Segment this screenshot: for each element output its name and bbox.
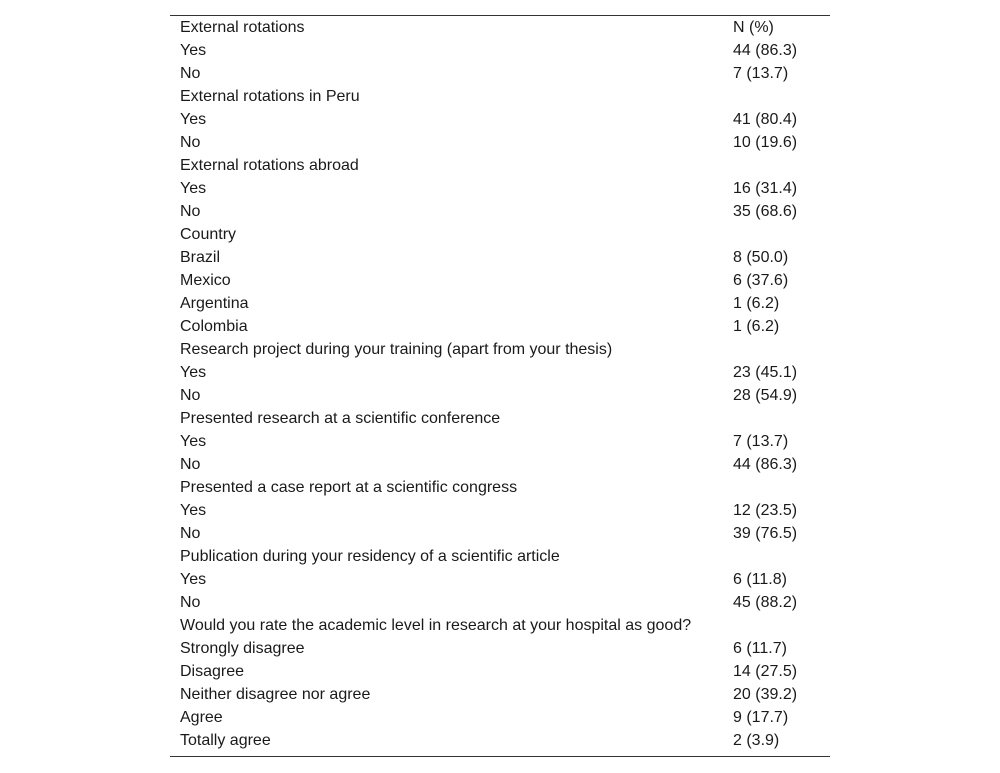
row-label: Yes <box>180 433 207 450</box>
row-value <box>733 614 830 637</box>
table-row <box>170 499 830 522</box>
row-value: 9 (17.7) <box>733 709 789 726</box>
table-row <box>170 85 830 108</box>
row-label: No <box>180 456 201 473</box>
row-label: Neither disagree nor agree <box>180 686 371 703</box>
row-label: External rotations abroad <box>180 157 359 174</box>
table-row <box>170 338 830 361</box>
table-row <box>170 361 830 384</box>
table-row <box>170 706 830 729</box>
row-value: 6 (11.7) <box>733 640 787 657</box>
table-row <box>170 591 830 614</box>
table-row <box>170 16 830 39</box>
row-label: No <box>180 387 201 404</box>
row-value: 35 (68.6) <box>733 203 798 220</box>
table-row <box>170 223 830 246</box>
table-row <box>170 683 830 706</box>
row-value <box>733 154 830 177</box>
table-row <box>170 62 830 85</box>
row-value <box>733 85 830 108</box>
row-value: 16 (31.4) <box>733 180 798 197</box>
row-value: 28 (54.9) <box>733 387 798 404</box>
table-row <box>170 246 830 269</box>
table-row <box>170 384 830 407</box>
row-label: Yes <box>180 364 207 381</box>
row-value: 1 (6.2) <box>733 318 780 335</box>
row-value: 45 (88.2) <box>733 594 798 611</box>
table-row <box>170 154 830 177</box>
row-value: 44 (86.3) <box>733 42 798 59</box>
row-label: Agree <box>180 709 223 726</box>
table-row <box>170 39 830 62</box>
row-label: No <box>180 65 201 82</box>
row-value <box>733 407 830 430</box>
row-value: 10 (19.6) <box>733 134 798 151</box>
row-label: External rotations <box>180 19 305 36</box>
table-row <box>170 177 830 200</box>
table-row <box>170 476 830 499</box>
row-value: 7 (13.7) <box>733 65 789 82</box>
row-value: 12 (23.5) <box>733 502 798 519</box>
row-value: 6 (37.6) <box>733 272 789 289</box>
table-row <box>170 315 830 338</box>
table-row <box>170 660 830 683</box>
row-label: Brazil <box>180 249 221 266</box>
row-label: Yes <box>180 111 207 128</box>
row-label: No <box>180 594 201 611</box>
table-row <box>170 568 830 591</box>
row-label: Country <box>180 226 237 243</box>
row-value <box>733 338 830 361</box>
table-row <box>170 522 830 545</box>
table-row <box>170 407 830 430</box>
row-label: Mexico <box>180 272 231 289</box>
row-value: 44 (86.3) <box>733 456 798 473</box>
row-label: Yes <box>180 502 207 519</box>
table-row <box>170 545 830 568</box>
row-label: Presented research at a scientific conference <box>180 410 501 427</box>
row-label: No <box>180 134 201 151</box>
table-row <box>170 637 830 660</box>
table-row <box>170 430 830 453</box>
row-value: 39 (76.5) <box>733 525 798 542</box>
row-value: 23 (45.1) <box>733 364 798 381</box>
row-value: 1 (6.2) <box>733 295 780 312</box>
row-label: Strongly disagree <box>180 640 305 657</box>
table-row <box>170 108 830 131</box>
row-label: Yes <box>180 180 207 197</box>
row-value: 8 (50.0) <box>733 249 789 266</box>
row-value: 14 (27.5) <box>733 663 798 680</box>
table-row <box>170 292 830 315</box>
row-value: 20 (39.2) <box>733 686 798 703</box>
row-label: Argentina <box>180 295 249 312</box>
row-label: No <box>180 203 201 220</box>
row-value: 6 (11.8) <box>733 571 787 588</box>
row-label: Research project during your training (apart from your thesis) <box>180 341 613 358</box>
table-row <box>170 729 830 752</box>
row-value: 2 (3.9) <box>733 732 780 749</box>
row-label: Presented a case report at a scientific congress <box>180 479 518 496</box>
data-table <box>170 15 830 757</box>
row-label: Publication during your residency of a scientific article <box>180 548 560 565</box>
row-label: External rotations in Peru <box>180 88 360 105</box>
row-label: Yes <box>180 571 207 588</box>
row-value <box>733 476 830 499</box>
table-row <box>170 269 830 292</box>
table-body <box>170 16 830 752</box>
row-label: Yes <box>180 42 207 59</box>
row-value <box>733 223 830 246</box>
table-row <box>170 453 830 476</box>
row-value: 7 (13.7) <box>733 433 789 450</box>
table-row <box>170 131 830 154</box>
table-row <box>170 200 830 223</box>
row-label: Disagree <box>180 663 245 680</box>
table-row <box>170 614 830 637</box>
row-label: Totally agree <box>180 732 271 749</box>
row-value: N (%) <box>733 19 774 36</box>
row-label: Would you rate the academic level in research at your hospital as good? <box>180 617 692 634</box>
row-label: No <box>180 525 201 542</box>
row-value: 41 (80.4) <box>733 111 798 128</box>
row-label: Colombia <box>180 318 248 335</box>
row-value <box>733 545 830 568</box>
